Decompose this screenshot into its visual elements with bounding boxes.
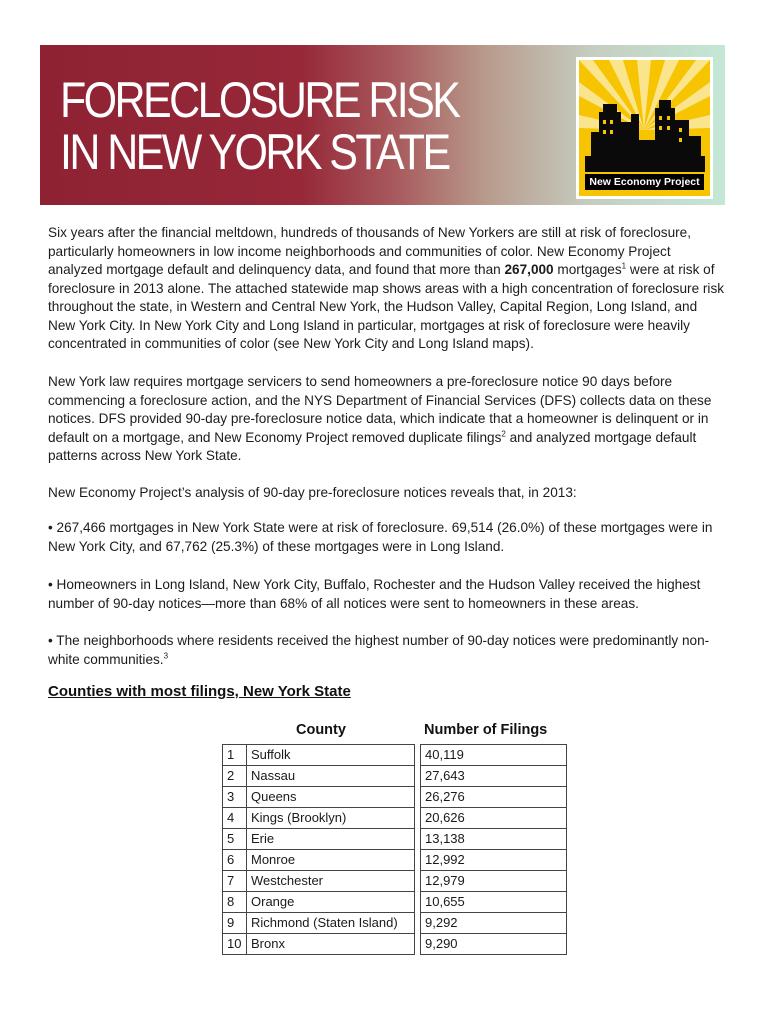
rank-cell: 1: [223, 745, 247, 766]
table-row: [223, 892, 567, 913]
title-line-1: FORECLOSURE RISK: [60, 72, 459, 128]
rank-cell: 9: [223, 913, 247, 934]
filings-cell: 40,119: [421, 745, 567, 766]
table-row: [223, 766, 567, 787]
table-row: [223, 808, 567, 829]
county-cell: Queens: [247, 787, 415, 808]
bullet-icon: •: [48, 633, 53, 648]
highlight-figure: 267,000: [504, 262, 554, 277]
filings-cell: 20,626: [421, 808, 567, 829]
county-cell: Westchester: [247, 871, 415, 892]
footnote-ref-1: 1: [621, 261, 627, 271]
filings-cell: 9,290: [421, 934, 567, 955]
filings-cell: 27,643: [421, 766, 567, 787]
table-row: [223, 787, 567, 808]
county-cell: Orange: [247, 892, 415, 913]
table-row: [223, 829, 567, 850]
county-cell: Kings (Brooklyn): [247, 808, 415, 829]
bullet-icon: •: [48, 577, 53, 592]
county-cell: Richmond (Staten Island): [247, 913, 415, 934]
logo-text: New Economy Project: [585, 174, 704, 190]
column-header-filings: Number of Filings: [424, 722, 548, 738]
bullet-item-3: • The neighborhoods where residents received the highest number of 90-day notices were predominantly non-white communities.$^3$: [48, 633, 710, 667]
footnote-ref-2: 2: [501, 428, 506, 438]
table-row: [223, 913, 567, 934]
rank-cell: 8: [223, 892, 247, 913]
table-row: [223, 934, 567, 955]
county-cell: Monroe: [247, 850, 415, 871]
column-header-county: County: [296, 722, 346, 738]
rank-cell: 6: [223, 850, 247, 871]
county-cell: Suffolk: [247, 745, 415, 766]
filings-cell: 12,992: [421, 850, 567, 871]
filings-table: [222, 744, 567, 955]
footnote-ref-3: 3: [163, 650, 169, 660]
rank-cell: 3: [223, 787, 247, 808]
bullet-item-2: • Homeowners in Long Island, New York City, Buffalo, Rochester and the Hudson Valley received the highest number of 90-day notices—more than 68% of all notices were sent to homeowners in these areas.: [48, 577, 701, 611]
intro-paragraph-1: Six years after the financial meltdown, hundreds of thousands of New Yorkers are still at risk of foreclosure, particularly homeowners in low income neighborhoods and communities of color. New Economy Project analyzed mortgage default and delinquency data, and found that more than 267,000 mortgages$^1$ were at risk of foreclosure in 2013 alone. The attached statewide map shows areas with a high concentration of foreclosure risk throughout the state, in Western and Central New York, the Hudson Valley, Capital Region, Long Island, and New York City. In New York City and Long Island in particular, mortgages at risk of foreclosure were heavily concentrated in communities of color (see New York City and Long Island maps).: [48, 225, 725, 351]
rank-cell: 2: [223, 766, 247, 787]
bullet-item-1: • 267,466 mortgages in New York State were at risk of foreclosure. 69,514 (26.0%) of these mortgages were in New York City, and 67,762 (25.3%) of these mortgages were in Long Island.: [48, 520, 713, 554]
filings-cell: 12,979: [421, 871, 567, 892]
rank-cell: 7: [223, 871, 247, 892]
filings-cell: 10,655: [421, 892, 567, 913]
bullet-icon: •: [48, 520, 53, 535]
intro-paragraph-3: New Economy Project’s analysis of 90-day pre-foreclosure notices reveals that, in 2013:: [48, 485, 577, 500]
new-economy-project-logo: [576, 57, 713, 199]
county-cell: Nassau: [247, 766, 415, 787]
rank-cell: 5: [223, 829, 247, 850]
page-title: [60, 72, 459, 180]
filings-cell: 26,276: [421, 787, 567, 808]
rank-cell: 4: [223, 808, 247, 829]
title-line-2: IN NEW YORK STATE: [60, 124, 449, 180]
table-row: [223, 745, 567, 766]
filings-cell: 13,138: [421, 829, 567, 850]
county-cell: Erie: [247, 829, 415, 850]
county-cell: Bronx: [247, 934, 415, 955]
rank-cell: 10: [223, 934, 247, 955]
table-row: [223, 871, 567, 892]
table-heading: Counties with most filings, New York State: [48, 683, 351, 700]
table-row: [223, 850, 567, 871]
intro-paragraph-2: New York law requires mortgage servicers to send homeowners a pre-foreclosure notice 90 days before commencing a foreclosure action, and the NYS Department of Financial Services (DFS) collects data on these notices. DFS provided 90-day pre-foreclosure notice data, which indicate that a homeowner is delinquent or in default on a mortgage, and New Economy Project removed duplicate filings$^2$ and analyzed mortgage default patterns across New York State.: [48, 374, 712, 463]
filings-cell: 9,292: [421, 913, 567, 934]
